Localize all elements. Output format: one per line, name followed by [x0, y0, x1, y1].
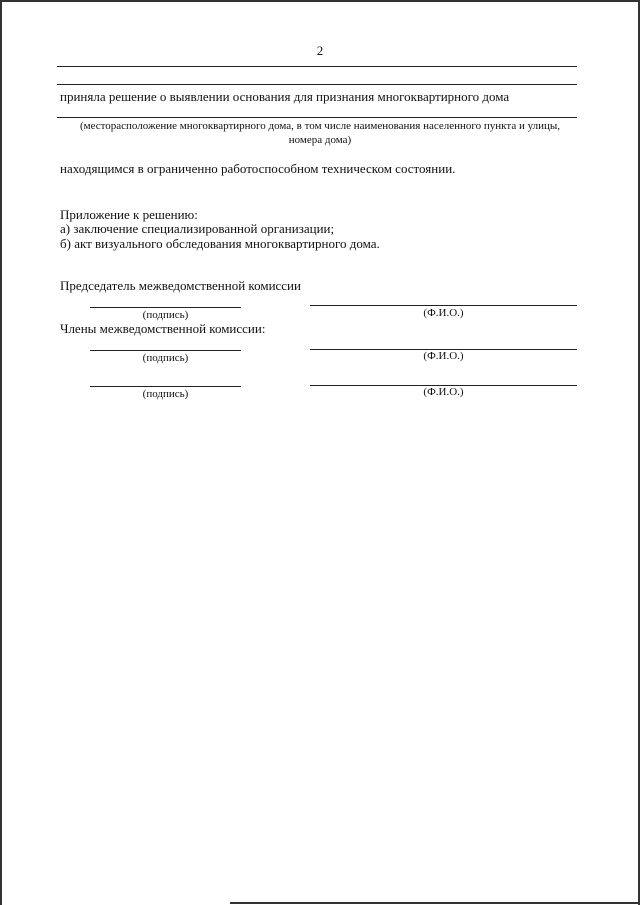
- chairman-signature-caption: (подпись): [142, 309, 189, 321]
- chairman-signature-line: [90, 307, 241, 308]
- chairman-label: Председатель межведомственной комиссии: [60, 278, 301, 293]
- chairman-name-caption: (Ф.И.О.): [423, 307, 464, 319]
- technical-state-line: находящимся в ограниченно работоспособном техническом состоянии.: [60, 161, 456, 176]
- location-caption-line-2: номера дома): [288, 134, 352, 146]
- header-rule-1: [57, 66, 577, 67]
- member-2-signature-caption: (подпись): [142, 388, 189, 400]
- location-caption-line-1: (месторасположение многоквартирного дома, в том числе наименования населенного пункта и улицы,: [79, 120, 561, 132]
- member-1-signature-caption: (подпись): [142, 352, 189, 364]
- appendix-item: б) акт визуального обследования многоквартирного дома.: [60, 236, 380, 251]
- scan-edge-bottom: [230, 902, 640, 904]
- member-1-name-caption: (Ф.И.О.): [423, 350, 464, 362]
- scan-edge-top: [0, 0, 640, 2]
- appendix-item: а) заключение специализированной организации;: [60, 221, 335, 236]
- scan-edge-left: [0, 0, 2, 905]
- decision-line: приняла решение о выявлении основания для признания многоквартирного дома: [60, 89, 510, 104]
- header-rule-2: [57, 84, 577, 85]
- members-label: Члены межведомственной комиссии:: [60, 321, 266, 336]
- member-2-name-caption: (Ф.И.О.): [423, 386, 464, 398]
- member-2-signature-line: [90, 386, 241, 387]
- appendix-title: Приложение к решению:: [60, 207, 198, 222]
- page-number: 2: [316, 43, 324, 58]
- chairman-name-line: [310, 305, 577, 306]
- member-1-signature-line: [90, 350, 241, 351]
- location-rule: [57, 117, 577, 118]
